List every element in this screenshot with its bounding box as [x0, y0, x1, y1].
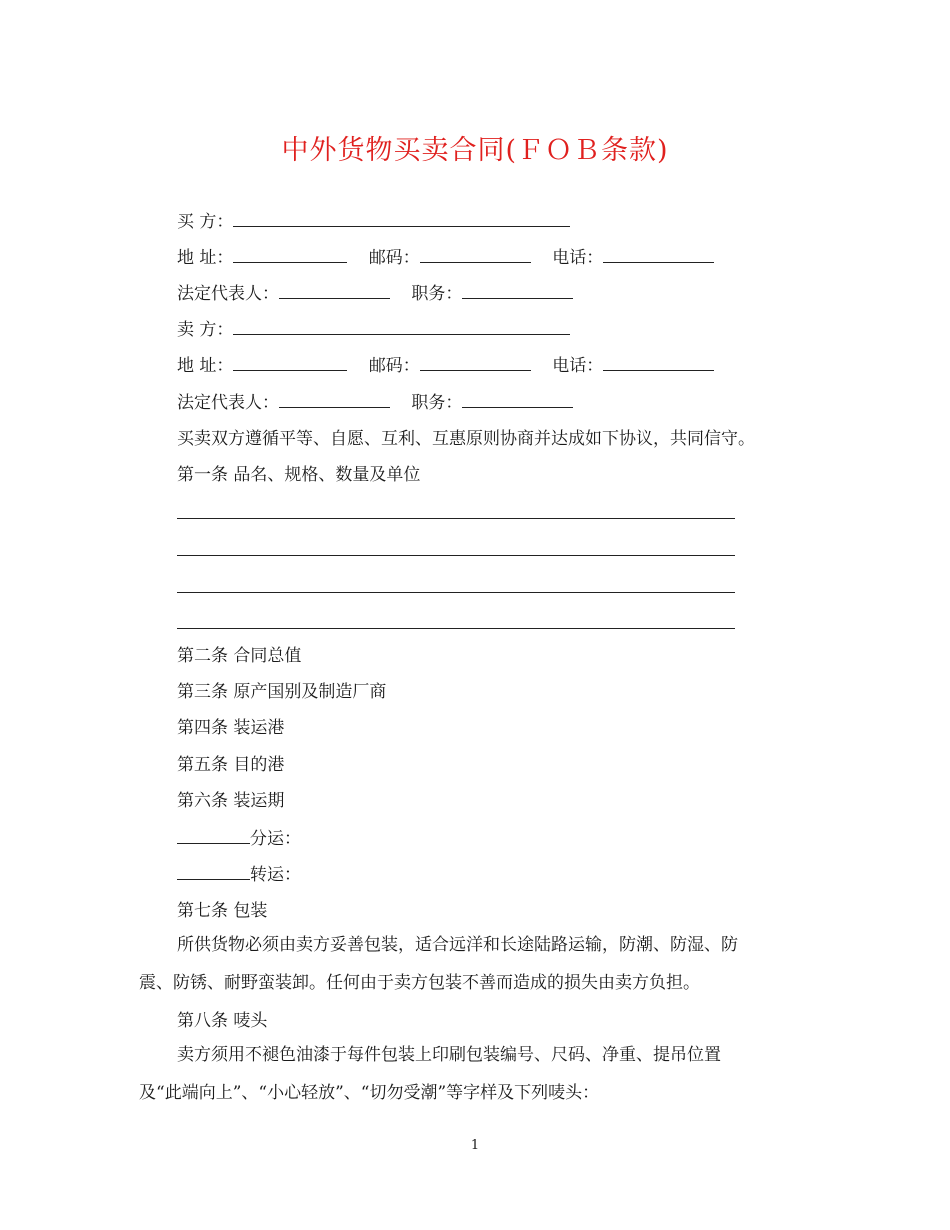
seller-position-label: 职务：	[411, 393, 463, 413]
seller-line	[177, 319, 570, 341]
buyer-phone-blank[interactable]	[603, 248, 714, 263]
seller-position-blank[interactable]	[462, 393, 573, 408]
transshipment-label: 转运：	[250, 865, 301, 885]
article-1-heading: 第一条 品名、规格、数量及单位	[177, 465, 421, 485]
seller-address-line	[177, 355, 714, 377]
preamble: 买卖双方遵循平等、自愿、互利、互惠原则协商并达成如下协议，共同信守。	[177, 429, 755, 449]
seller-address-blank[interactable]	[233, 356, 347, 371]
article-1-fill-line[interactable]	[177, 592, 735, 593]
seller-name-blank[interactable]	[233, 320, 570, 335]
document-title: 中外货物买卖合同(ＦＯＢ条款)	[281, 135, 669, 166]
article-8-heading: 第八条 唛头	[177, 1011, 268, 1031]
buyer-name-blank[interactable]	[233, 212, 570, 227]
article-4-heading: 第四条 装运港	[177, 718, 285, 738]
seller-address-label: 地 址：	[177, 356, 234, 376]
partial-shipment-label: 分运：	[250, 829, 301, 849]
article-1-fill-line[interactable]	[177, 555, 735, 556]
article-8-paragraph	[139, 1036, 819, 1112]
transshipment-blank[interactable]	[177, 865, 250, 880]
seller-label: 卖 方：	[177, 320, 234, 340]
article-6-heading: 第六条 装运期	[177, 791, 285, 811]
buyer-address-blank[interactable]	[233, 248, 347, 263]
article-8-text-line: 及“此端向上”、“小心轻放”、“切勿受潮”等字样及下列唛头：	[139, 1083, 600, 1103]
article-5-heading: 第五条 目的港	[177, 755, 285, 775]
article-1-fill-line[interactable]	[177, 518, 735, 519]
article-2-heading: 第二条 合同总值	[177, 646, 302, 666]
buyer-phone-label: 电话：	[552, 248, 604, 268]
buyer-postcode-label: 邮码：	[368, 248, 420, 268]
article-8-text-line: 卖方须用不褪色油漆于每件包装上印刷包装编号、尺码、净重、提吊位置	[177, 1045, 721, 1065]
buyer-postcode-blank[interactable]	[420, 248, 531, 263]
buyer-address-line	[177, 247, 714, 269]
seller-postcode-label: 邮码：	[368, 356, 420, 376]
article-3-heading: 第三条 原产国别及制造厂商	[177, 682, 387, 702]
partial-shipment-line	[177, 828, 301, 850]
seller-rep-line	[177, 392, 573, 414]
article-7-heading: 第七条 包装	[177, 901, 268, 921]
article-7-paragraph	[139, 926, 819, 1002]
buyer-label: 买 方：	[177, 212, 234, 232]
partial-shipment-blank[interactable]	[177, 829, 250, 844]
seller-rep-blank[interactable]	[279, 393, 390, 408]
buyer-position-blank[interactable]	[462, 284, 573, 299]
buyer-line	[177, 211, 570, 233]
seller-phone-label: 电话：	[552, 356, 604, 376]
buyer-position-label: 职务：	[411, 284, 463, 304]
seller-postcode-blank[interactable]	[420, 356, 531, 371]
seller-rep-label: 法定代表人：	[177, 393, 279, 413]
article-7-text-line: 所供货物必须由卖方妥善包装，适合远洋和长途陆路运输，防潮、防湿、防	[177, 935, 738, 955]
buyer-rep-line	[177, 283, 573, 305]
transshipment-line	[177, 864, 301, 886]
buyer-rep-label: 法定代表人：	[177, 284, 279, 304]
seller-phone-blank[interactable]	[603, 356, 714, 371]
article-1-fill-line[interactable]	[177, 628, 735, 629]
buyer-rep-blank[interactable]	[279, 284, 390, 299]
page-number: 1	[470, 1138, 480, 1153]
article-7-text-line: 震、防锈、耐野蛮装卸。任何由于卖方包装不善而造成的损失由卖方负担。	[139, 973, 700, 993]
buyer-address-label: 地 址：	[177, 248, 234, 268]
